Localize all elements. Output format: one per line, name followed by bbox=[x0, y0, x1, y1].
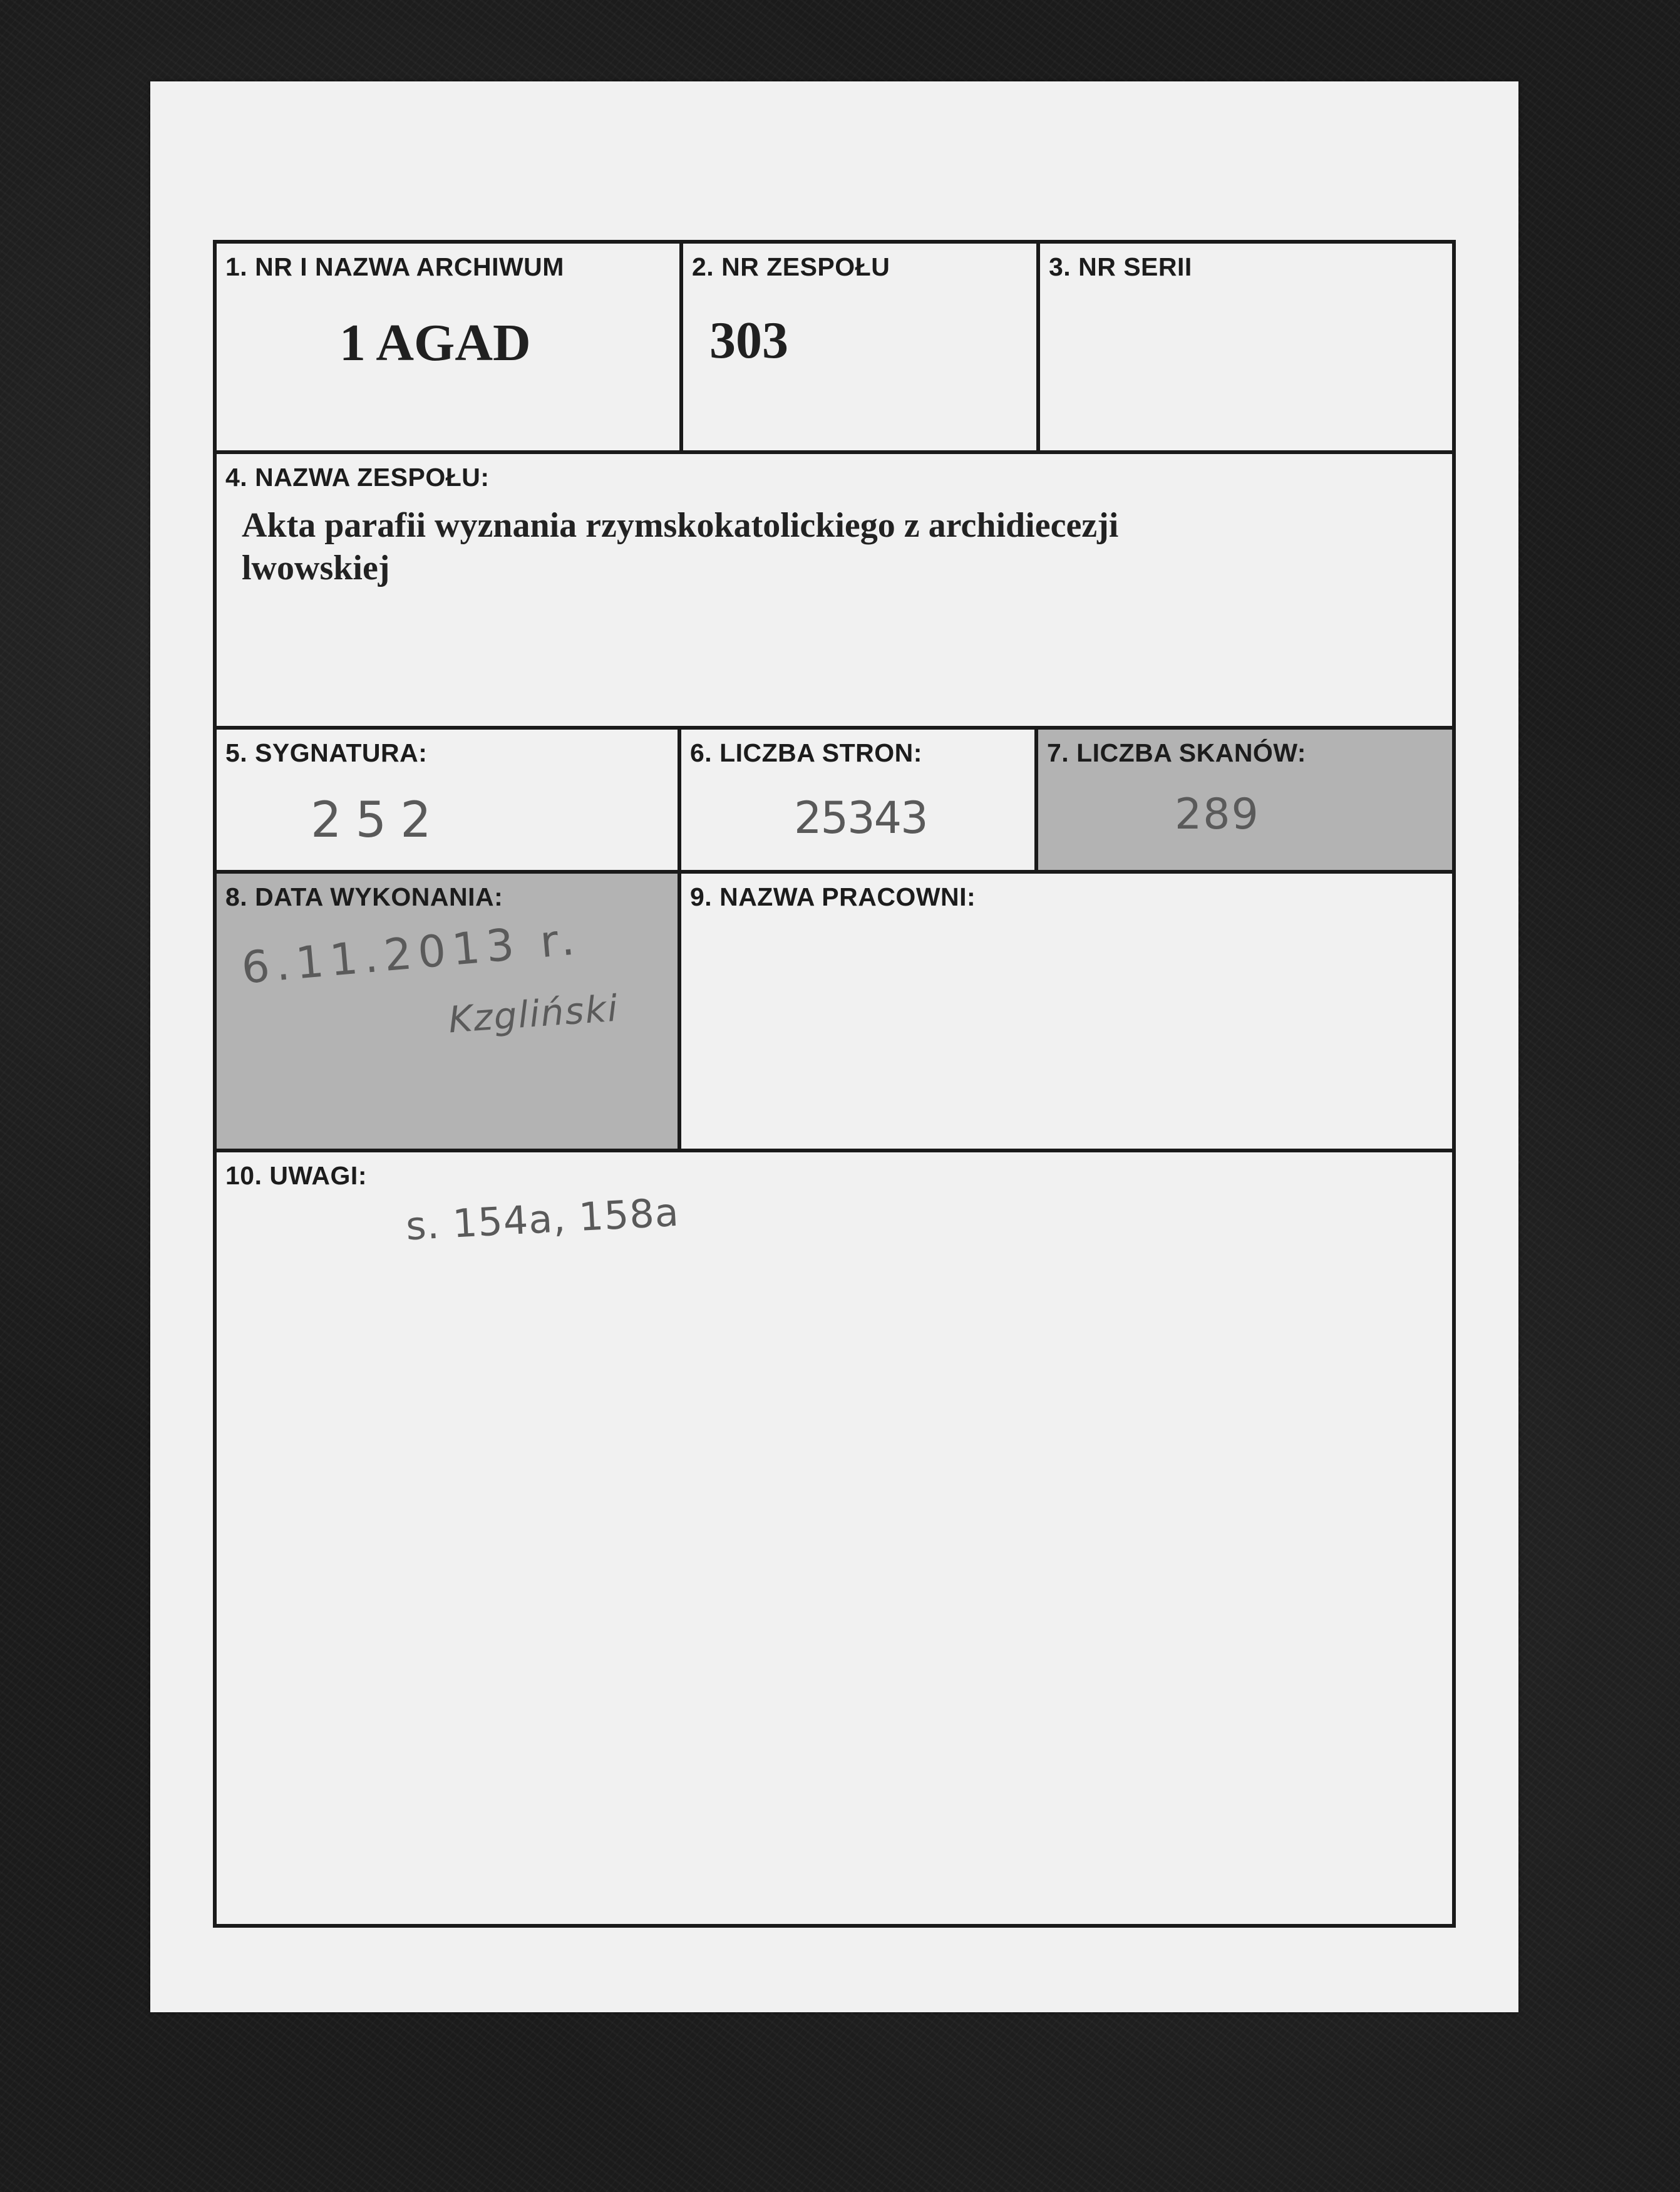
label-fonds-name: 4. NAZWA ZESPOŁU: bbox=[225, 463, 490, 492]
label-page-count: 6. LICZBA STRON: bbox=[690, 738, 922, 767]
cell-date bbox=[217, 870, 681, 1149]
cell-fonds-name bbox=[217, 450, 1452, 726]
value-page-count: 25343 bbox=[794, 792, 927, 844]
cell-signature-number bbox=[217, 726, 681, 870]
label-remarks: 10. UWAGI: bbox=[225, 1161, 367, 1190]
value-scan-count: 289 bbox=[1175, 790, 1260, 839]
value-remarks: s. 154a, 158a bbox=[405, 1189, 681, 1249]
label-signature-number: 5. SYGNATURA: bbox=[225, 738, 428, 767]
value-fonds-number: 303 bbox=[709, 311, 788, 370]
metrics-form bbox=[213, 240, 1456, 1928]
cell-series-number bbox=[1036, 244, 1452, 450]
cell-remarks bbox=[217, 1149, 1452, 1924]
cell-page-count bbox=[678, 726, 1038, 870]
value-signature-number: 252 bbox=[311, 792, 445, 849]
value-date: 6.11.2013 r. bbox=[239, 912, 583, 994]
label-workshop: 9. NAZWA PRACOWNI: bbox=[690, 882, 976, 911]
cell-archive bbox=[217, 244, 683, 450]
value-fonds-name: Akta parafii wyznania rzymskokatolickiego z archidiecezji lwowskiej bbox=[242, 506, 1119, 587]
cell-workshop bbox=[678, 870, 1452, 1149]
label-series-number: 3. NR SERII bbox=[1049, 252, 1192, 281]
label-fonds-number: 2. NR ZESPOŁU bbox=[692, 252, 890, 281]
label-date: 8. DATA WYKONANIA: bbox=[225, 882, 503, 911]
cell-fonds-number bbox=[679, 244, 1040, 450]
label-scan-count: 7. LICZBA SKANÓW: bbox=[1047, 738, 1306, 767]
value-archive: 1 AGAD bbox=[339, 314, 531, 372]
document-sheet bbox=[150, 81, 1518, 2012]
value-signature: Kzgliński bbox=[446, 986, 621, 1042]
cell-scan-count bbox=[1034, 726, 1452, 870]
label-archive: 1. NR I NAZWA ARCHIWUM bbox=[225, 252, 564, 281]
